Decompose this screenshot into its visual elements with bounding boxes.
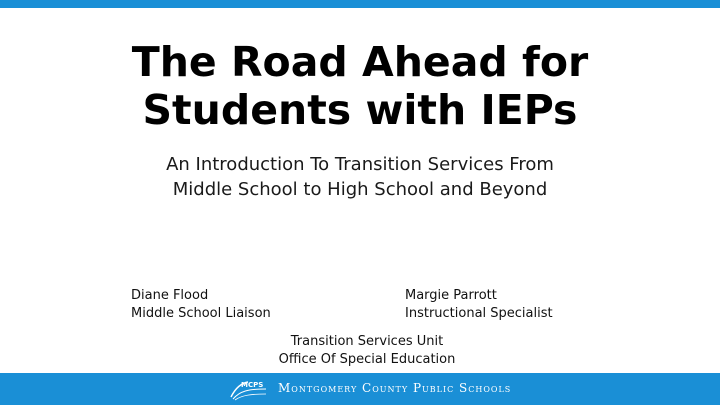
footer-org-name: Montgomery County Public Schools bbox=[278, 381, 512, 395]
title-line-2: Students with IEPs bbox=[142, 86, 578, 134]
title-line-1: The Road Ahead for bbox=[131, 38, 589, 86]
mcps-logo-icon bbox=[228, 377, 268, 401]
presenter-name: Diane Flood bbox=[131, 288, 209, 303]
footer-bar bbox=[0, 373, 720, 405]
top-accent-bar bbox=[0, 0, 720, 8]
slide-title bbox=[0, 38, 720, 134]
subtitle-line-1: An Introduction To Transition Services From bbox=[166, 154, 554, 175]
office-name: Office Of Special Education bbox=[278, 352, 456, 367]
presenter-diane-flood bbox=[131, 287, 271, 323]
subtitle-line-2: Middle School to High School and Beyond bbox=[172, 179, 548, 200]
logo-text: MCPS bbox=[241, 381, 264, 389]
unit-name: Transition Services Unit bbox=[290, 334, 444, 349]
presenter-role: Instructional Specialist bbox=[405, 306, 553, 321]
slide-subtitle bbox=[0, 152, 720, 202]
presenter-name: Margie Parrott bbox=[405, 288, 497, 303]
presenter-margie-parrott bbox=[405, 287, 553, 323]
unit-info bbox=[0, 333, 720, 369]
presenter-role: Middle School Liaison bbox=[131, 306, 271, 321]
